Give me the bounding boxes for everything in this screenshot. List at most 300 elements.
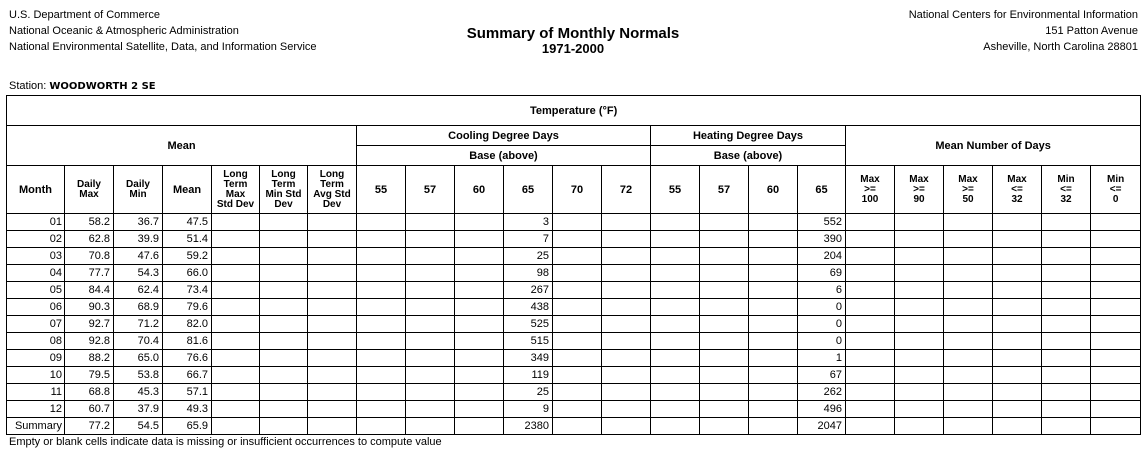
column-header-line: 0 [1112, 193, 1119, 205]
table-cell: 204 [798, 248, 846, 265]
table-cell: 92.7 [65, 316, 114, 333]
table-cell [700, 367, 749, 384]
table-cell [308, 333, 357, 350]
column-header-line: Avg Std [313, 188, 351, 200]
table-cell: 47.5 [163, 214, 212, 231]
column-header [65, 166, 114, 214]
table-cell [308, 282, 357, 299]
table-cell [357, 333, 406, 350]
month-cell: 11 [7, 384, 65, 401]
table-cell [895, 214, 944, 231]
table-cell [895, 299, 944, 316]
table-cell: 119 [504, 367, 553, 384]
table-cell [895, 265, 944, 282]
table-cell [1042, 333, 1091, 350]
table-cell [895, 248, 944, 265]
table-cell [357, 418, 406, 435]
table-cell [1042, 265, 1091, 282]
table-cell [1042, 282, 1091, 299]
table-cell: 6 [798, 282, 846, 299]
table-cell [1042, 350, 1091, 367]
table-cell [993, 350, 1042, 367]
table-cell: 98 [504, 265, 553, 282]
table-cell: 1 [798, 350, 846, 367]
table-cell [749, 231, 798, 248]
temperature-group-header: Temperature (°F) [7, 96, 1141, 126]
table-cell [406, 248, 455, 265]
table-cell [700, 384, 749, 401]
table-cell: 25 [504, 248, 553, 265]
table-cell [553, 418, 602, 435]
column-header-row [7, 166, 1141, 214]
table-cell: 65.0 [114, 350, 163, 367]
table-cell [944, 214, 993, 231]
table-cell: 71.2 [114, 316, 163, 333]
table-cell: 68.8 [65, 384, 114, 401]
table-cell [553, 265, 602, 282]
table-cell: 66.0 [163, 265, 212, 282]
table-cell: 66.7 [163, 367, 212, 384]
table-cell [212, 418, 260, 435]
table-cell: 0 [798, 333, 846, 350]
table-cell [308, 418, 357, 435]
table-cell [212, 350, 260, 367]
table-cell [308, 214, 357, 231]
column-header [1042, 166, 1091, 214]
table-cell: 68.9 [114, 299, 163, 316]
column-header [7, 166, 65, 214]
table-cell [749, 350, 798, 367]
table-cell [1091, 265, 1141, 282]
table-cell [212, 299, 260, 316]
table-cell [212, 214, 260, 231]
column-header-line: 32 [1060, 193, 1072, 205]
table-cell [602, 384, 651, 401]
table-cell [455, 316, 504, 333]
table-cell [846, 384, 895, 401]
table-cell [651, 350, 700, 367]
table-cell [944, 367, 993, 384]
table-cell [700, 214, 749, 231]
table-cell [308, 265, 357, 282]
table-cell [651, 265, 700, 282]
column-header [798, 166, 846, 214]
table-cell [455, 214, 504, 231]
table-row [7, 333, 1141, 350]
column-header-line: 90 [913, 193, 925, 205]
table-row [7, 316, 1141, 333]
month-cell: 06 [7, 299, 65, 316]
table-cell [260, 299, 308, 316]
column-header-line: Min Std [265, 188, 302, 200]
table-cell [993, 333, 1042, 350]
table-cell: 73.4 [163, 282, 212, 299]
table-cell [602, 299, 651, 316]
column-header [651, 166, 700, 214]
table-cell [749, 282, 798, 299]
table-cell: 552 [798, 214, 846, 231]
table-cell [212, 367, 260, 384]
table-cell [651, 214, 700, 231]
table-cell [944, 401, 993, 418]
table-cell [553, 384, 602, 401]
table-cell [749, 316, 798, 333]
station-line [9, 80, 156, 92]
table-cell: 54.3 [114, 265, 163, 282]
table-cell: 54.5 [114, 418, 163, 435]
table-cell: 62.8 [65, 231, 114, 248]
table-cell: 45.3 [114, 384, 163, 401]
table-cell [357, 316, 406, 333]
table-cell [846, 367, 895, 384]
table-cell: 77.2 [65, 418, 114, 435]
table-cell [1042, 231, 1091, 248]
column-header-line: Dev [274, 198, 293, 210]
table-cell [1091, 316, 1141, 333]
table-cell [260, 265, 308, 282]
column-header-line: 70 [570, 183, 584, 196]
table-cell [895, 316, 944, 333]
table-cell [455, 418, 504, 435]
table-cell [944, 248, 993, 265]
table-cell [553, 231, 602, 248]
agency-line-1: U.S. Department of Commerce [9, 9, 160, 21]
table-cell [1091, 384, 1141, 401]
table-cell [1091, 418, 1141, 435]
column-header [114, 166, 163, 214]
table-cell [602, 214, 651, 231]
table-cell [993, 248, 1042, 265]
column-header-line: Min [1107, 173, 1125, 185]
column-header-line: Min [1057, 173, 1075, 185]
table-cell [455, 282, 504, 299]
table-cell [308, 316, 357, 333]
table-cell: 36.7 [114, 214, 163, 231]
table-row [7, 384, 1141, 401]
monthly-normals-table [6, 95, 1141, 435]
table-cell [260, 248, 308, 265]
column-header-line: Mean [172, 183, 202, 196]
table-cell [749, 401, 798, 418]
column-header-line: <= [1109, 183, 1122, 195]
table-cell [1091, 350, 1141, 367]
table-cell: 90.3 [65, 299, 114, 316]
table-cell [993, 367, 1042, 384]
table-cell [944, 333, 993, 350]
table-cell [700, 350, 749, 367]
table-cell: 58.2 [65, 214, 114, 231]
table-cell [993, 418, 1042, 435]
table-cell [553, 299, 602, 316]
table-cell [602, 350, 651, 367]
station-label: Station: [9, 80, 47, 92]
table-cell [357, 401, 406, 418]
table-cell [553, 401, 602, 418]
table-cell [602, 367, 651, 384]
table-cell [700, 299, 749, 316]
column-header [1091, 166, 1141, 214]
table-cell [212, 248, 260, 265]
column-header-line: 60 [472, 183, 486, 196]
table-cell [846, 231, 895, 248]
table-cell [406, 265, 455, 282]
column-header [406, 166, 455, 214]
table-cell [651, 231, 700, 248]
table-cell [308, 231, 357, 248]
table-cell [1042, 401, 1091, 418]
column-header-line: Max [958, 173, 978, 185]
table-cell [406, 384, 455, 401]
column-header-line: Max [79, 188, 99, 200]
table-cell [651, 401, 700, 418]
table-cell [1042, 214, 1091, 231]
table-cell [944, 299, 993, 316]
table-cell [944, 282, 993, 299]
table-cell: 65.9 [163, 418, 212, 435]
table-cell [749, 214, 798, 231]
table-cell [406, 350, 455, 367]
table-cell: 79.6 [163, 299, 212, 316]
table-cell [308, 248, 357, 265]
table-cell [944, 316, 993, 333]
table-cell [1042, 248, 1091, 265]
table-cell: 7 [504, 231, 553, 248]
table-cell [651, 316, 700, 333]
agency-line-3: National Environmental Satellite, Data, and Information Service [9, 41, 317, 53]
table-cell [1042, 384, 1091, 401]
table-cell [1091, 231, 1141, 248]
mean-group-header: Mean [7, 126, 357, 166]
center-name: National Centers for Environmental Information [908, 9, 1138, 21]
table-cell [993, 265, 1042, 282]
table-cell: 25 [504, 384, 553, 401]
cooling-base-header: Base (above) [357, 146, 651, 166]
table-cell: 82.0 [163, 316, 212, 333]
table-cell [357, 231, 406, 248]
column-header-line: Min [129, 188, 147, 200]
table-cell [846, 316, 895, 333]
center-street: 151 Patton Avenue [1045, 25, 1138, 37]
table-cell [357, 248, 406, 265]
table-cell: 81.6 [163, 333, 212, 350]
table-cell [260, 316, 308, 333]
table-cell [602, 231, 651, 248]
table-cell [749, 333, 798, 350]
column-header-line: 57 [423, 183, 437, 196]
table-cell [895, 418, 944, 435]
table-row [7, 282, 1141, 299]
table-cell [455, 350, 504, 367]
table-row [7, 418, 1141, 435]
column-header [455, 166, 504, 214]
table-cell [455, 333, 504, 350]
column-header [163, 166, 212, 214]
table-cell [455, 265, 504, 282]
table-cell [749, 418, 798, 435]
column-header-line: Long [319, 168, 345, 180]
table-cell [846, 299, 895, 316]
table-cell [700, 333, 749, 350]
table-cell [553, 350, 602, 367]
table-cell [602, 265, 651, 282]
column-header-line: <= [1060, 183, 1072, 195]
table-cell [1091, 401, 1141, 418]
table-cell [455, 248, 504, 265]
table-cell [308, 384, 357, 401]
table-cell [895, 401, 944, 418]
footnote: Empty or blank cells indicate data is missing or insufficient occurrences to compute value [9, 436, 442, 448]
table-cell [895, 333, 944, 350]
table-cell: 70.8 [65, 248, 114, 265]
report-period: 1971-2000 [541, 41, 605, 56]
table-row [7, 214, 1141, 231]
column-header [504, 166, 553, 214]
column-header [700, 166, 749, 214]
table-cell [212, 333, 260, 350]
table-cell [212, 401, 260, 418]
table-cell [212, 316, 260, 333]
table-cell [846, 248, 895, 265]
table-row [7, 350, 1141, 367]
cooling-degree-days-header: Cooling Degree Days [357, 126, 651, 146]
column-header-line: Max [860, 173, 880, 185]
table-cell [651, 384, 700, 401]
table-cell [944, 231, 993, 248]
table-cell [846, 350, 895, 367]
table-cell [406, 333, 455, 350]
column-header [357, 166, 406, 214]
month-cell: 07 [7, 316, 65, 333]
table-cell [700, 282, 749, 299]
table-row [7, 299, 1141, 316]
table-cell [406, 401, 455, 418]
month-cell: 10 [7, 367, 65, 384]
heating-base-header: Base (above) [651, 146, 846, 166]
table-cell [651, 367, 700, 384]
table-cell [260, 401, 308, 418]
column-header-line: Long [271, 168, 296, 180]
column-header [602, 166, 651, 214]
table-cell [1042, 299, 1091, 316]
month-cell: 08 [7, 333, 65, 350]
table-cell [749, 367, 798, 384]
table-cell [895, 231, 944, 248]
agency-line-2: National Oceanic & Atmospheric Administration [9, 25, 239, 37]
table-cell: 262 [798, 384, 846, 401]
column-header [846, 166, 895, 214]
column-header-line: 60 [766, 183, 780, 196]
table-cell [553, 214, 602, 231]
table-cell: 9 [504, 401, 553, 418]
table-cell [651, 248, 700, 265]
column-header-line: 55 [668, 183, 682, 196]
month-cell: 03 [7, 248, 65, 265]
table-cell [260, 418, 308, 435]
table-cell [1091, 282, 1141, 299]
table-cell [700, 316, 749, 333]
table-cell [895, 282, 944, 299]
column-header-line: <= [1011, 183, 1023, 195]
table-cell: 77.7 [65, 265, 114, 282]
column-header-line: Month [19, 183, 52, 196]
table-cell [846, 265, 895, 282]
table-cell [406, 316, 455, 333]
station-name: WOODWORTH 2 SE [49, 81, 156, 92]
table-cell [1091, 299, 1141, 316]
table-cell [846, 333, 895, 350]
table-cell [406, 367, 455, 384]
column-header-line: Long [223, 168, 248, 180]
table-cell [308, 299, 357, 316]
column-header-line: Term [271, 178, 296, 190]
table-cell [700, 248, 749, 265]
table-cell [357, 384, 406, 401]
table-cell: 92.8 [65, 333, 114, 350]
table-cell [1091, 248, 1141, 265]
column-header-line: 55 [374, 183, 388, 196]
month-cell: 12 [7, 401, 65, 418]
table-cell [260, 350, 308, 367]
column-header [944, 166, 993, 214]
column-header [993, 166, 1042, 214]
column-header-line: 57 [717, 183, 731, 196]
table-cell [1042, 316, 1091, 333]
table-cell [212, 282, 260, 299]
table-cell [553, 333, 602, 350]
column-header-line: Max [225, 188, 246, 200]
table-cell [212, 384, 260, 401]
table-cell: 62.4 [114, 282, 163, 299]
table-cell [700, 401, 749, 418]
center-address-block [909, 7, 1138, 55]
table-cell: 390 [798, 231, 846, 248]
table-cell [993, 401, 1042, 418]
table-cell [895, 350, 944, 367]
column-header [895, 166, 944, 214]
table-cell [308, 401, 357, 418]
table-cell [1042, 418, 1091, 435]
month-cell: 04 [7, 265, 65, 282]
heating-degree-days-header: Heating Degree Days [651, 126, 846, 146]
column-header-line: >= [913, 183, 925, 195]
table-cell: 267 [504, 282, 553, 299]
table-cell [455, 231, 504, 248]
table-cell: 69 [798, 265, 846, 282]
table-cell: 70.4 [114, 333, 163, 350]
table-cell: 60.7 [65, 401, 114, 418]
table-cell [455, 367, 504, 384]
table-cell [1091, 367, 1141, 384]
table-cell [944, 418, 993, 435]
table-cell [895, 367, 944, 384]
table-cell: 49.3 [163, 401, 212, 418]
column-header-line: Max [1007, 173, 1027, 185]
column-header [212, 166, 260, 214]
table-cell [406, 214, 455, 231]
table-cell: 2047 [798, 418, 846, 435]
table-cell [602, 418, 651, 435]
table-cell [993, 282, 1042, 299]
center-city: Asheville, North Carolina 28801 [983, 41, 1138, 53]
table-cell: 438 [504, 299, 553, 316]
month-cell: 05 [7, 282, 65, 299]
table-cell [602, 248, 651, 265]
column-header-line: 32 [1011, 193, 1023, 205]
table-cell [602, 316, 651, 333]
table-cell: 51.4 [163, 231, 212, 248]
column-header [260, 166, 308, 214]
table-cell: 0 [798, 316, 846, 333]
